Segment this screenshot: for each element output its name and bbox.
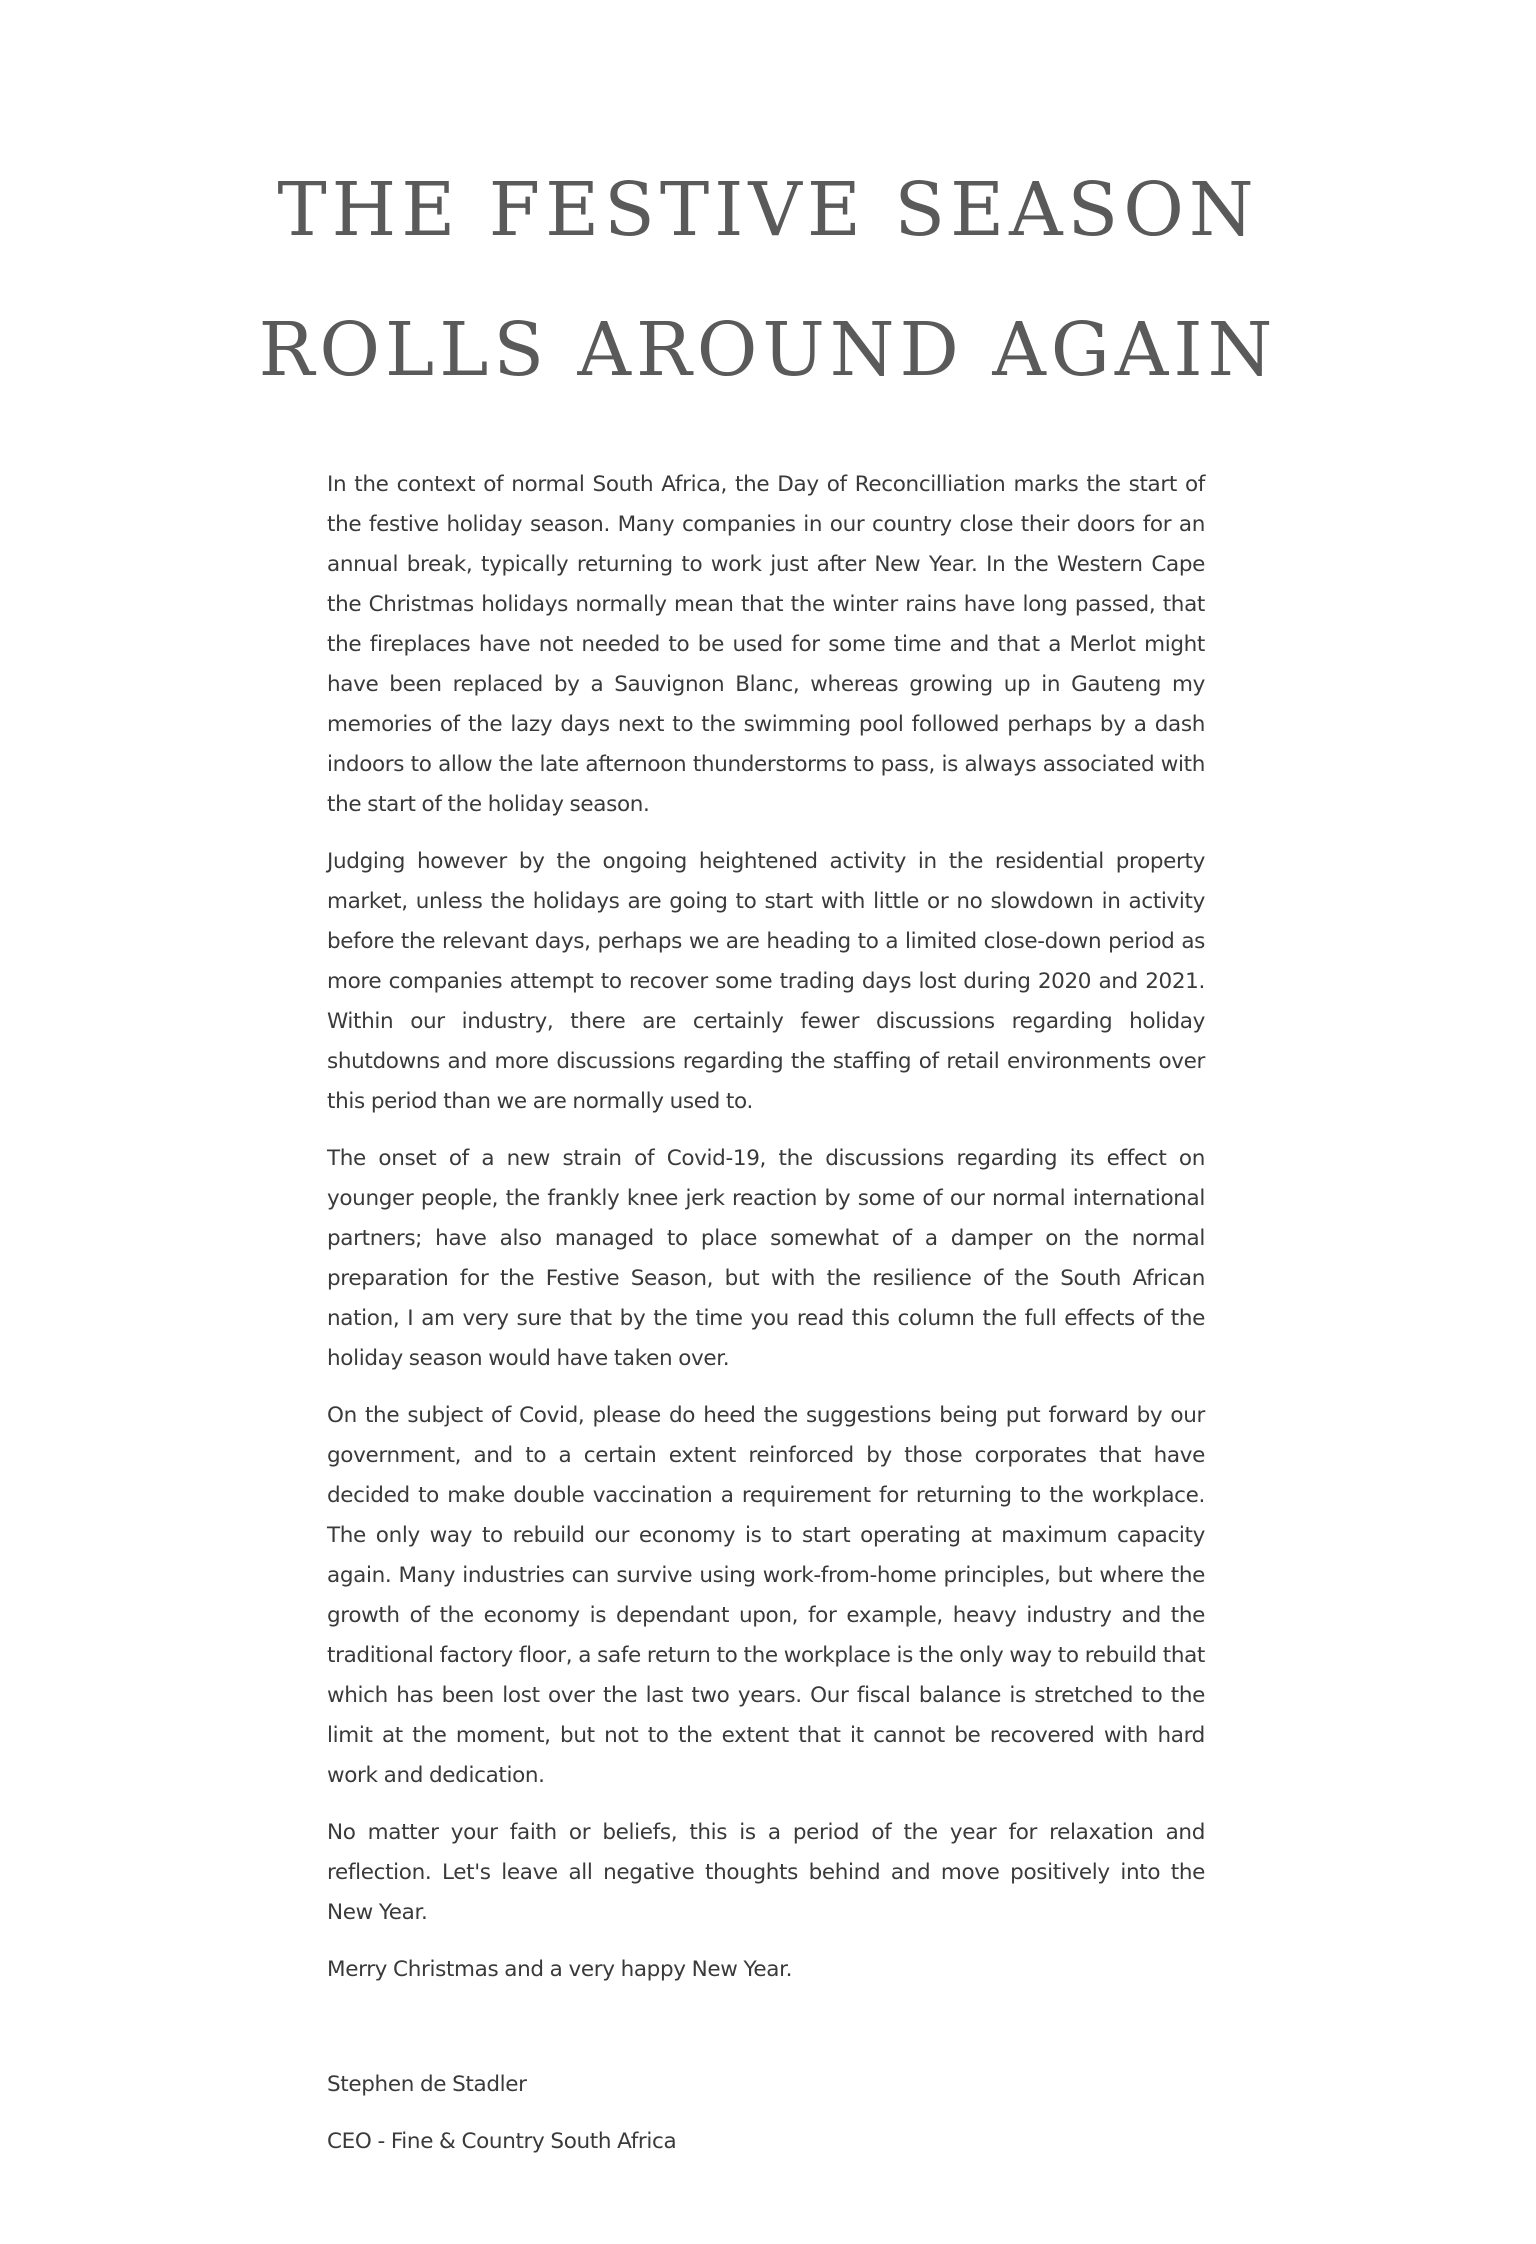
paragraph-property-market: Judging however by the ongoing heightened activity in the residential property market, unless the holidays are going to start with little or no slowdown in activity before the relevant days, perhaps we are heading to a limited close-down period as more companies attempt to recover some trading days lost during 2020 and 2021. Within our industry, there are certainly fewer discussions regarding holiday shutdowns and more discussions regarding the staffing of retail environments over this period than we are normally used to.	[327, 849, 1205, 1114]
paragraph-vaccination: On the subject of Covid, please do heed the suggestions being put forward by our government, and to a certain extent reinforced by those corporates that have decided to make double vaccination a requirement for returning to the workplace. The only way to rebuild our economy is to start operating at maximum capacity again. Many industries can survive using work-from-home principles, but where the growth of the economy is dependant upon, for example, heavy industry and the traditional factory floor, a safe return to the workplace is the only way to rebuild that which has been lost over the last two years. Our fiscal balance is stretched to the limit at the moment, but not to the extent that it cannot be recovered with hard work and dedication.	[327, 1403, 1205, 1788]
article-body	[327, 465, 1205, 2179]
page-title	[200, 140, 1336, 420]
paragraph-reflection: No matter your faith or beliefs, this is a period of the year for relaxation and reflection. Let's leave all negative thoughts behind and move positively into the New Year.	[327, 1820, 1205, 1925]
title-line-1: THE FESTIVE SEASON	[277, 167, 1259, 253]
paragraph-covid-strain: The onset of a new strain of Covid-19, the discussions regarding its effect on younger people, the frankly knee jerk reaction by some of our normal international partners; have also managed to place somewhat of a damper on the normal preparation for the Festive Season, but with the resilience of the South African nation, I am very sure that by the time you read this column the full effects of the holiday season would have taken over.	[327, 1146, 1205, 1371]
signature-name: Stephen de Stadler	[327, 2072, 527, 2097]
signature-block	[327, 2065, 1205, 2162]
paragraph-greeting: Merry Christmas and a very happy New Year.	[327, 1957, 793, 1982]
paragraph-intro: In the context of normal South Africa, the Day of Reconcilliation marks the start of the festive holiday season. Many companies in our country close their doors for an annual break, typically returning to work just after New Year. In the Western Cape the Christmas holidays normally mean that the winter rains have long passed, that the fireplaces have not needed to be used for some time and that a Merlot might have been replaced by a Sauvignon Blanc, whereas growing up in Gauteng my memories of the lazy days next to the swimming pool followed perhaps by a dash indoors to allow the late afternoon thunderstorms to pass, is always associated with the start of the holiday season.	[327, 472, 1205, 817]
signature-role: CEO - Fine & Country South Africa	[327, 2129, 677, 2154]
title-line-2: ROLLS AROUND AGAIN	[258, 307, 1278, 393]
